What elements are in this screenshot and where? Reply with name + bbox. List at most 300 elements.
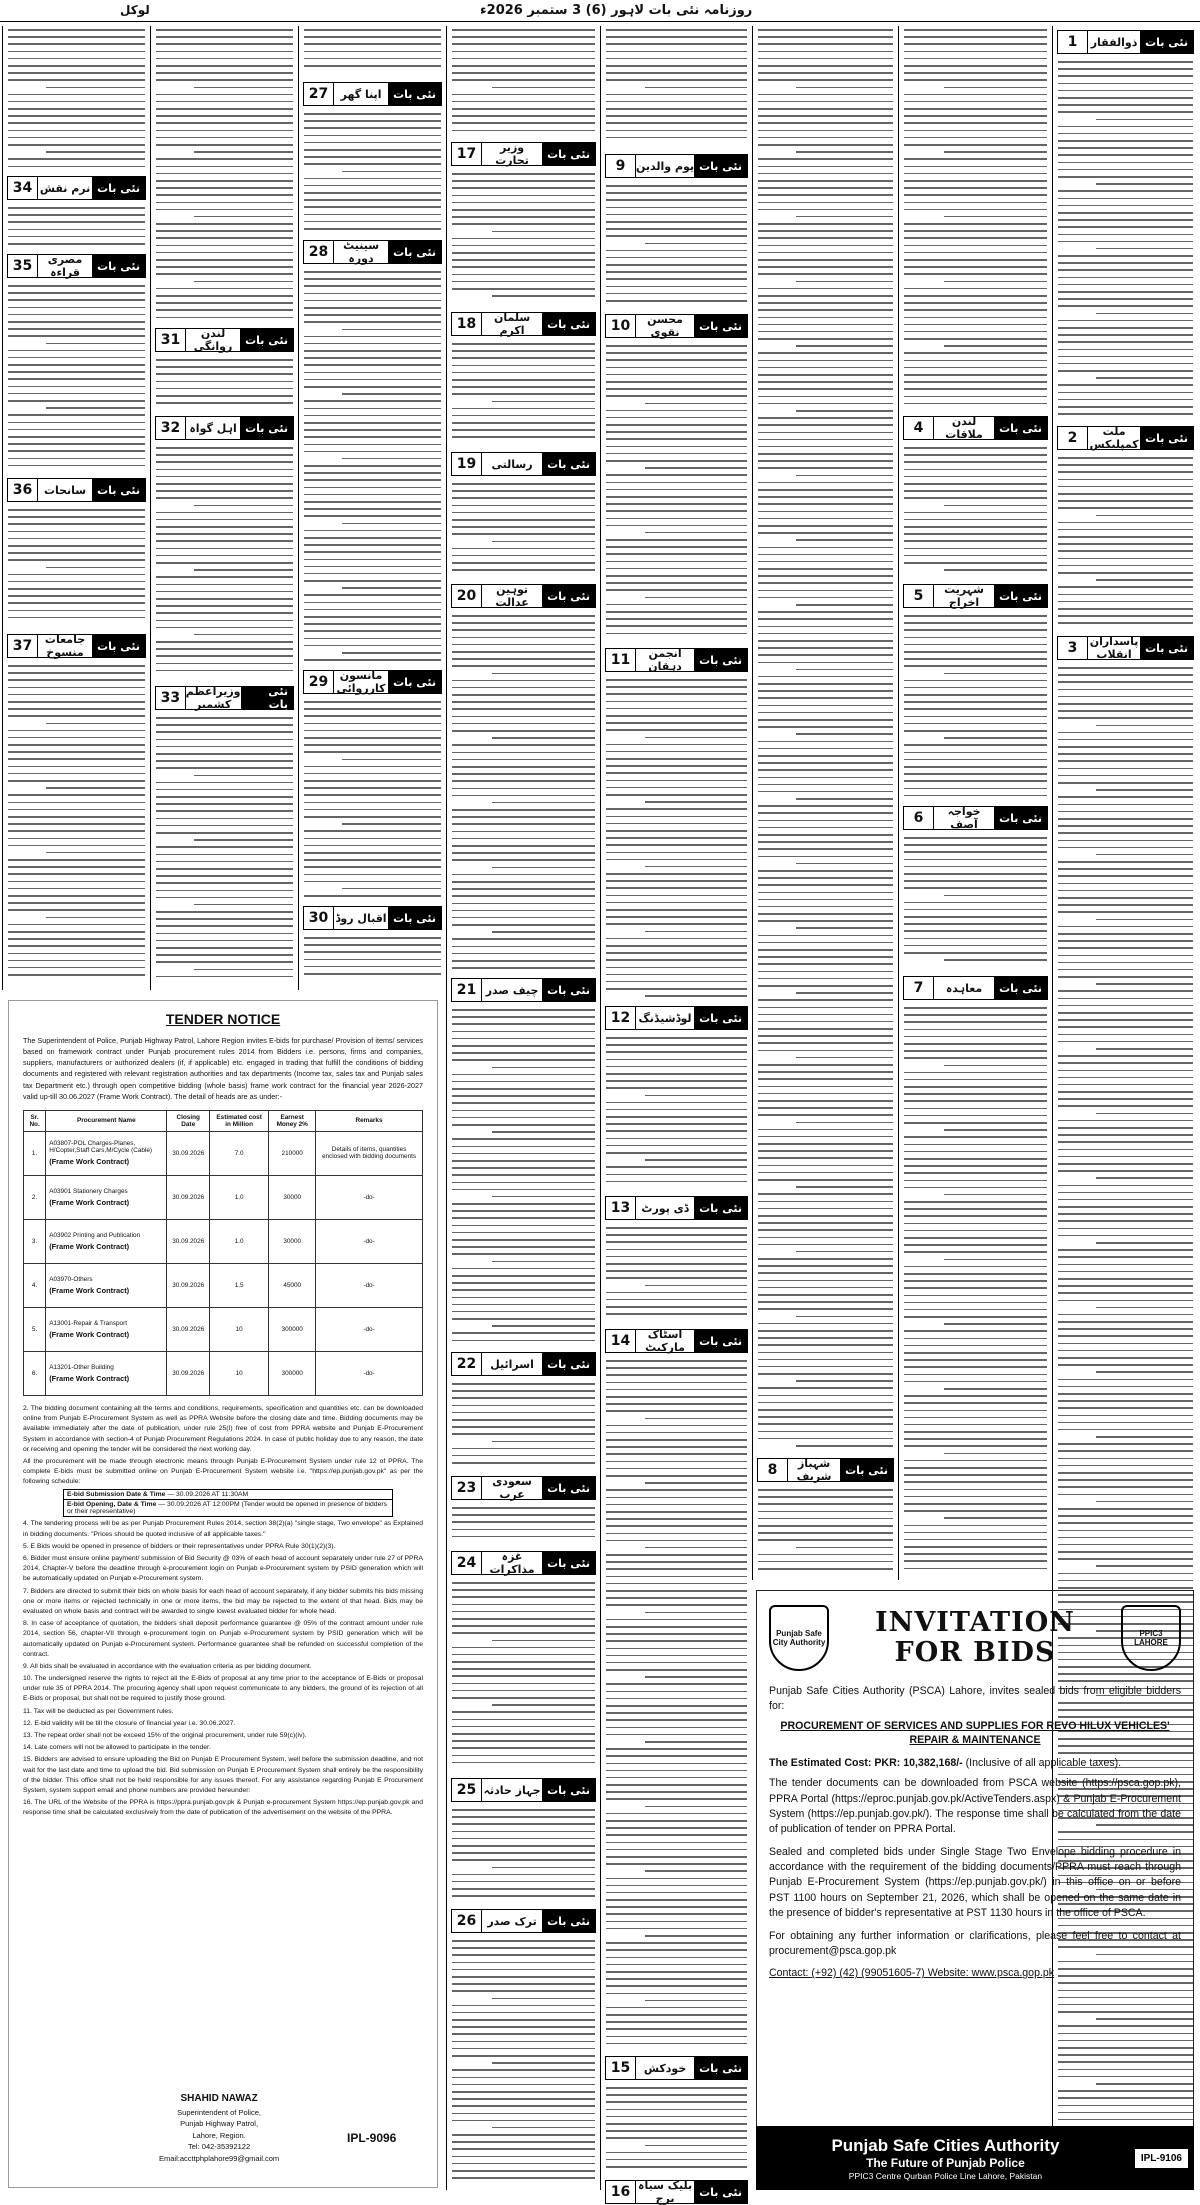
text-line — [606, 1899, 747, 1901]
text-line — [342, 393, 441, 395]
text-line — [796, 733, 893, 735]
headline-title: یوم والدین — [636, 159, 695, 173]
text-line — [645, 597, 747, 599]
text-line — [904, 1402, 1047, 1404]
text-line — [1058, 1034, 1193, 1036]
text-line — [645, 532, 747, 534]
text-line — [304, 973, 441, 975]
text-line — [8, 967, 145, 969]
text-line — [904, 1036, 1047, 1038]
text-line — [758, 1244, 893, 1246]
psca-address: PPIC3 Centre Qurban Police Line Lahore, Pakistan — [848, 2170, 1043, 2181]
text-line — [452, 788, 595, 790]
text-line — [452, 1455, 595, 1457]
text-line — [452, 490, 595, 492]
headline-title: مصری قراءہ — [47, 253, 83, 279]
text-line — [156, 490, 293, 492]
text-line — [904, 512, 1047, 514]
text-line — [156, 584, 293, 586]
article-text — [156, 359, 293, 413]
text-line — [8, 953, 145, 955]
text-line — [156, 173, 293, 175]
text-line — [1058, 825, 1193, 827]
text-line — [492, 1261, 595, 1263]
text-line — [452, 1852, 595, 1854]
text-line — [758, 1337, 893, 1339]
text-line — [452, 730, 595, 732]
text-line — [8, 386, 145, 388]
text-line — [606, 79, 747, 81]
text-line — [452, 960, 595, 962]
article-text — [1058, 457, 1193, 633]
text-line — [1058, 1350, 1193, 1352]
text-line — [452, 415, 595, 417]
text-line — [452, 946, 595, 948]
text-line — [492, 1704, 595, 1706]
text-line — [156, 469, 293, 471]
text-line — [1058, 1235, 1193, 1237]
text-line — [904, 230, 1047, 232]
text-line — [606, 1942, 747, 1944]
news-headline-22 — [451, 1352, 596, 1376]
text-line — [342, 759, 441, 761]
text-line — [8, 751, 145, 753]
text-line — [8, 730, 145, 732]
article-text — [8, 207, 145, 251]
table-row — [24, 1307, 423, 1351]
text-line — [156, 115, 293, 117]
text-line — [492, 2062, 595, 2064]
news-headline-29 — [303, 670, 442, 694]
text-line — [156, 187, 293, 189]
text-line — [606, 1734, 747, 1736]
text-line — [606, 1292, 747, 1294]
text-line — [452, 223, 595, 225]
text-line — [452, 2077, 595, 2079]
text-line — [904, 1539, 1047, 1541]
text-line — [452, 259, 595, 261]
text-line — [606, 1763, 747, 1765]
table-cell: -do- — [316, 1351, 423, 1395]
text-line — [904, 209, 1047, 211]
text-line — [1096, 1177, 1193, 1179]
text-line — [606, 1640, 747, 1642]
article-text — [452, 1383, 595, 1473]
text-line — [452, 2170, 595, 2172]
text-line — [304, 372, 441, 374]
text-line — [452, 1232, 595, 1234]
text-line — [904, 1172, 1047, 1174]
text-line — [606, 1856, 747, 1858]
text-line — [758, 935, 893, 937]
text-line — [1058, 234, 1193, 236]
text-line — [452, 701, 595, 703]
text-line — [904, 1180, 1047, 1182]
text-line — [904, 526, 1047, 528]
text-line — [758, 1215, 893, 1217]
text-line — [1058, 1134, 1193, 1136]
text-line — [156, 65, 293, 67]
text-line — [1058, 198, 1193, 200]
text-line — [904, 665, 1047, 667]
text-line — [606, 1446, 747, 1448]
text-line — [452, 1397, 595, 1399]
headline-title: سینیٹ دورہ — [343, 239, 380, 265]
opening-value: 30.09.2026 AT 12:00PM (Tender would be opened in presence of bidders or their representative) — [67, 1501, 388, 1516]
text-line — [1058, 1422, 1193, 1424]
table-cell: 4. — [24, 1263, 46, 1307]
text-line — [1058, 356, 1193, 358]
text-line — [342, 329, 441, 331]
table-cell: 10 — [209, 1351, 268, 1395]
text-line — [156, 890, 293, 892]
text-line — [452, 1412, 595, 1414]
text-line — [606, 1863, 747, 1865]
text-line — [904, 744, 1047, 746]
text-line — [452, 393, 595, 395]
text-line — [606, 446, 747, 448]
text-line — [606, 1878, 747, 1880]
text-line — [304, 802, 441, 804]
text-line — [758, 65, 893, 67]
table-cell: A03901 Stationery Charges (Frame Work Contract) — [46, 1175, 167, 1219]
text-line — [904, 1496, 1047, 1498]
headline-title: محسن نقوی — [647, 313, 683, 339]
text-line — [606, 1784, 747, 1786]
text-line — [156, 29, 293, 31]
text-line — [1058, 753, 1193, 755]
text-line — [904, 122, 1047, 124]
text-line — [8, 758, 145, 760]
text-line — [1058, 1537, 1193, 1539]
text-line — [758, 1007, 893, 1009]
submission-value: 30.09.2026 AT 11:30AM — [176, 1491, 249, 1499]
text-line — [46, 87, 145, 89]
text-line — [452, 2048, 595, 2050]
headline-number: 16 — [606, 2181, 636, 2203]
text-line — [944, 959, 1047, 961]
text-line — [758, 252, 893, 254]
text-line — [796, 216, 893, 218]
text-line — [1058, 83, 1193, 85]
text-line — [758, 834, 893, 836]
text-line — [758, 1294, 893, 1296]
text-line — [304, 58, 441, 60]
text-line — [452, 1117, 595, 1119]
text-line — [304, 199, 441, 201]
text-line — [606, 352, 747, 354]
text-line — [8, 766, 145, 768]
text-line — [156, 317, 293, 319]
text-line — [1058, 818, 1193, 820]
text-line — [452, 1514, 595, 1516]
text-line — [606, 137, 747, 139]
text-line — [8, 236, 145, 238]
text-line — [758, 611, 893, 613]
text-line — [452, 680, 595, 682]
news-headline-30 — [303, 906, 442, 930]
text-line — [904, 252, 1047, 254]
text-line — [904, 137, 1047, 139]
text-line — [8, 845, 145, 847]
text-line — [904, 1223, 1047, 1225]
text-line — [606, 1037, 747, 1039]
text-line — [304, 794, 441, 796]
text-line — [452, 795, 595, 797]
article-text — [452, 173, 595, 309]
headline-number: 36 — [8, 479, 38, 501]
text-line — [304, 559, 441, 561]
text-line — [452, 548, 595, 550]
text-line — [452, 1023, 595, 1025]
text-line — [904, 483, 1047, 485]
article-text — [304, 701, 441, 903]
text-line — [8, 229, 145, 231]
text-line — [606, 751, 747, 753]
news-headline-33 — [155, 686, 294, 710]
text-line — [758, 1402, 893, 1404]
text-line — [452, 1289, 595, 1291]
headline-title: سعودی عرب — [492, 1475, 532, 1501]
ifb-ipl-number: IPL-9106 — [1135, 2149, 1188, 2168]
text-line — [452, 1059, 595, 1061]
text-line — [758, 1308, 893, 1310]
text-line — [156, 767, 293, 769]
text-line — [304, 178, 441, 180]
text-line — [304, 65, 441, 67]
text-line — [1058, 1530, 1193, 1532]
text-line — [904, 1431, 1047, 1433]
text-line — [1058, 406, 1193, 408]
text-line — [452, 1625, 595, 1627]
text-line — [342, 171, 441, 173]
text-line — [904, 259, 1047, 261]
text-line — [606, 221, 747, 223]
text-line — [452, 1874, 595, 1876]
text-line — [606, 300, 747, 302]
headline-number: 24 — [452, 1552, 482, 1574]
text-line — [944, 1129, 1047, 1131]
article-text — [452, 1809, 595, 1906]
text-line — [452, 1081, 595, 1083]
text-line — [8, 665, 145, 667]
text-line — [758, 633, 893, 635]
text-line — [606, 1489, 747, 1491]
text-line — [1058, 1494, 1193, 1496]
text-line — [904, 1474, 1047, 1476]
headline-tag: نئی بات — [388, 83, 441, 105]
text-line — [304, 874, 441, 876]
text-line — [606, 1590, 747, 1592]
text-line — [904, 223, 1047, 225]
text-line — [758, 1272, 893, 1274]
text-line — [1058, 457, 1193, 459]
text-line — [606, 271, 747, 273]
text-line — [1096, 919, 1193, 921]
text-line — [156, 717, 293, 719]
text-line — [904, 1230, 1047, 1232]
text-line — [156, 670, 293, 672]
text-line — [452, 967, 595, 969]
signatory-tel: Tel: 042-35392122 — [188, 2142, 251, 2152]
text-line — [645, 1870, 747, 1872]
text-line — [1058, 558, 1193, 560]
text-line — [1096, 1242, 1193, 1244]
text-line — [8, 29, 145, 31]
text-line — [452, 1074, 595, 1076]
news-headline-10 — [605, 314, 748, 338]
headline-number: 30 — [304, 907, 334, 929]
news-headline-4 — [903, 416, 1048, 440]
text-line — [758, 1028, 893, 1030]
text-line — [758, 1344, 893, 1346]
text-line — [606, 1073, 747, 1075]
text-line — [904, 1503, 1047, 1505]
text-line — [606, 94, 747, 96]
text-line — [606, 582, 747, 584]
text-line — [796, 1251, 893, 1253]
text-line — [452, 266, 595, 268]
text-line — [304, 422, 441, 424]
text-line — [8, 538, 145, 540]
text-line — [758, 705, 893, 707]
text-line — [8, 888, 145, 890]
text-line — [8, 938, 145, 940]
text-line — [452, 651, 595, 653]
table-cell: Details of items, quantities enclosed with bidding documents — [316, 1131, 423, 1175]
text-line — [606, 1554, 747, 1556]
ifb-header — [769, 1599, 1181, 1677]
text-line — [758, 1143, 893, 1145]
text-line — [606, 1360, 747, 1362]
table-cell: -do- — [316, 1263, 423, 1307]
text-line — [452, 1462, 595, 1464]
text-line — [796, 1445, 893, 1447]
text-line — [452, 1153, 595, 1155]
text-line — [645, 2000, 747, 2002]
text-line — [492, 802, 595, 804]
text-line — [758, 1561, 893, 1563]
text-line — [1096, 377, 1193, 379]
text-line — [904, 1467, 1047, 1469]
opening-label: E-bid Opening, Date & Time — [67, 1501, 157, 1509]
text-line — [452, 953, 595, 955]
text-line — [606, 496, 747, 498]
text-line — [606, 633, 747, 635]
text-line — [758, 1525, 893, 1527]
text-line — [452, 2091, 595, 2093]
text-line — [156, 555, 293, 557]
text-line — [492, 1640, 595, 1642]
text-line — [758, 403, 893, 405]
text-line — [1058, 522, 1193, 524]
text-line — [606, 722, 747, 724]
text-line — [758, 273, 893, 275]
text-line — [452, 1167, 595, 1169]
news-headline-35 — [7, 254, 146, 278]
text-line — [1058, 976, 1193, 978]
text-line — [904, 540, 1047, 542]
text-line — [758, 1165, 893, 1167]
text-line — [452, 780, 595, 782]
text-line — [452, 1507, 595, 1509]
text-line — [758, 532, 893, 534]
text-line — [796, 604, 893, 606]
text-line — [452, 2005, 595, 2007]
text-line — [156, 918, 293, 920]
text-line — [904, 1158, 1047, 1160]
text-line — [606, 1051, 747, 1053]
text-line — [452, 1102, 595, 1104]
text-line — [904, 237, 1047, 239]
text-line — [758, 848, 893, 850]
text-line — [1058, 486, 1193, 488]
text-line — [1058, 586, 1193, 588]
text-line — [452, 1881, 595, 1883]
text-line — [452, 622, 595, 624]
text-line — [452, 1210, 595, 1212]
table-cell: 30.09.2026 — [167, 1307, 209, 1351]
text-line — [606, 264, 747, 266]
text-line — [904, 1108, 1047, 1110]
text-line — [758, 590, 893, 592]
text-line — [904, 694, 1047, 696]
text-line — [944, 505, 1047, 507]
text-line — [1058, 1098, 1193, 1100]
text-line — [904, 759, 1047, 761]
text-line — [8, 285, 145, 287]
headline-title: اپنا گھر — [340, 87, 382, 101]
text-line — [904, 1273, 1047, 1275]
table-cell: 30.09.2026 — [167, 1219, 209, 1263]
text-line — [904, 1553, 1047, 1555]
text-line — [1058, 1228, 1193, 1230]
text-line — [1058, 1084, 1193, 1086]
text-line — [156, 548, 293, 550]
text-line — [452, 2041, 595, 2043]
text-line — [8, 321, 145, 323]
text-line — [606, 679, 747, 681]
text-line — [452, 29, 595, 31]
text-line — [304, 723, 441, 725]
text-line — [156, 533, 293, 535]
headline-number: 21 — [452, 979, 482, 1001]
text-line — [1058, 696, 1193, 698]
headline-number: 17 — [452, 143, 482, 165]
text-line — [606, 1130, 747, 1132]
text-line — [904, 187, 1047, 189]
text-line — [606, 561, 747, 563]
text-line — [796, 1186, 893, 1188]
text-line — [904, 680, 1047, 682]
article-text — [606, 345, 747, 645]
text-line — [452, 1138, 595, 1140]
text-line — [1058, 608, 1193, 610]
text-line — [1058, 804, 1193, 806]
text-line — [8, 65, 145, 67]
text-line — [645, 931, 747, 933]
text-line — [606, 1993, 747, 1995]
text-line — [492, 867, 595, 869]
text-line — [8, 830, 145, 832]
text-line — [606, 823, 747, 825]
text-line — [1058, 1587, 1193, 1589]
contract-type: (Frame Work Contract) — [49, 1241, 130, 1251]
text-line — [904, 1021, 1047, 1023]
text-line — [452, 723, 595, 725]
text-line — [758, 1157, 893, 1159]
tender-condition: 13. The repeat order shall not be exceed 15% of the original procurement, under rule 59(c)(iv). — [23, 1732, 307, 1739]
